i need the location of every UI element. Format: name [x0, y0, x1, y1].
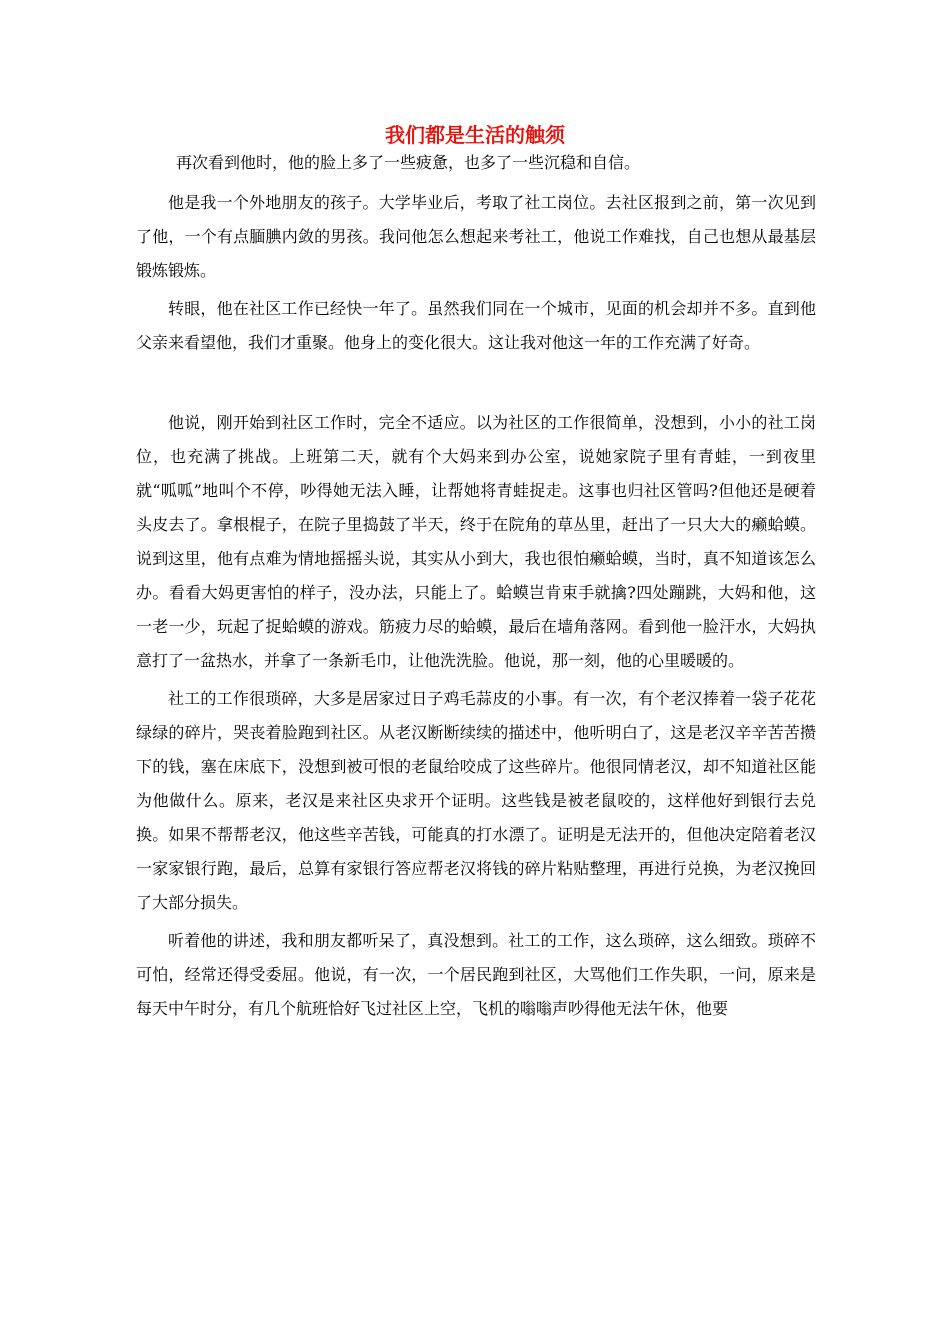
- paragraph-4: 他说，刚开始到社区工作时，完全不适应。以为社区的工作很简单，没想到，小小的社工岗位，也充满了挑战。上班第二天，就有个大妈来到办公室，说她家院子里有青蛙，一到夜里就“呱呱”地叫个不停，吵得她无法入睡，让帮她将青蛙捉走。这事也归社区管吗?但他还是硬着头皮去了。拿根棍子，在院子里捣鼓了半天，终于在院角的草丛里，赶出了一只大大的癞蛤蟆。说到这里，他有点难为情地摇摇头说，其实从小到大，我也很怕癞蛤蟆，当时，真不知道该怎么办。看看大妈更害怕的样子，没办法，只能上了。蛤蟆岂肯束手就擒?四处蹦跳，大妈和他，这一老一少，玩起了捉蛤蟆的游戏。筋疲力尽的蛤蟆，最后在墙角落网。看到他一脸汗水，大妈执意打了一盆热水，并拿了一条新毛巾，让他洗洗脸。他说，那一刻，他的心里暖暖的。: [136, 413, 816, 670]
- document-title: 我们都是生活的触须: [385, 123, 565, 147]
- document-body: [136, 146, 816, 1030]
- paragraph-6: 听着他的讲述，我和朋友都听呆了，真没想到。社工的工作，这么琐碎，这么细致。琐碎不可怕，经常还得受委屈。他说，有一次，一个居民跑到社区，大骂他们工作失职，一问，原来是每天中午时分，有几个航班恰好飞过社区上空，飞机的嗡嗡声吵得他无法午休，他要: [136, 931, 816, 1018]
- paragraph-1: 再次看到他时，他的脸上多了一些疲惫，也多了一些沉稳和自信。: [176, 153, 641, 172]
- paragraph-5: 社工的工作很琐碎，大多是居家过日子鸡毛蒜皮的小事。有一次，有个老汉捧着一袋子花花绿绿的碎片，哭丧着脸跑到社区。从老汉断断续续的描述中，他听明白了，这是老汉辛辛苦苦攒下的钱，塞在床底下，没想到被可恨的老鼠给咬成了这些碎片。他很同情老汉，却不知道社区能为他做什么。原来，老汉是来社区央求开个证明。这些钱是被老鼠咬的，这样他好到银行去兑换。如果不帮帮老汉，他这些辛苦钱，可能真的打水漂了。证明是无法开的，但他决定陪着老汉一家家银行跑，最后，总算有家银行答应帮老汉将钱的碎片粘贴整理，再进行兑换，为老汉挽回了大部分损失。: [136, 689, 816, 912]
- paragraph-3: 转眼，他在社区工作已经快一年了。虽然我们同在一个城市，见面的机会却并不多。直到他父亲来看望他，我们才重聚。他身上的变化很大。这让我对他这一年的工作充满了好奇。: [136, 299, 816, 352]
- paragraph-2: 他是我一个外地朋友的孩子。大学毕业后，考取了社工岗位。去社区报到之前，第一次见到了他，一个有点腼腆内敛的男孩。我问他怎么想起来考社工，他说工作难找，自己也想从最基层锻炼锻炼。: [136, 193, 816, 280]
